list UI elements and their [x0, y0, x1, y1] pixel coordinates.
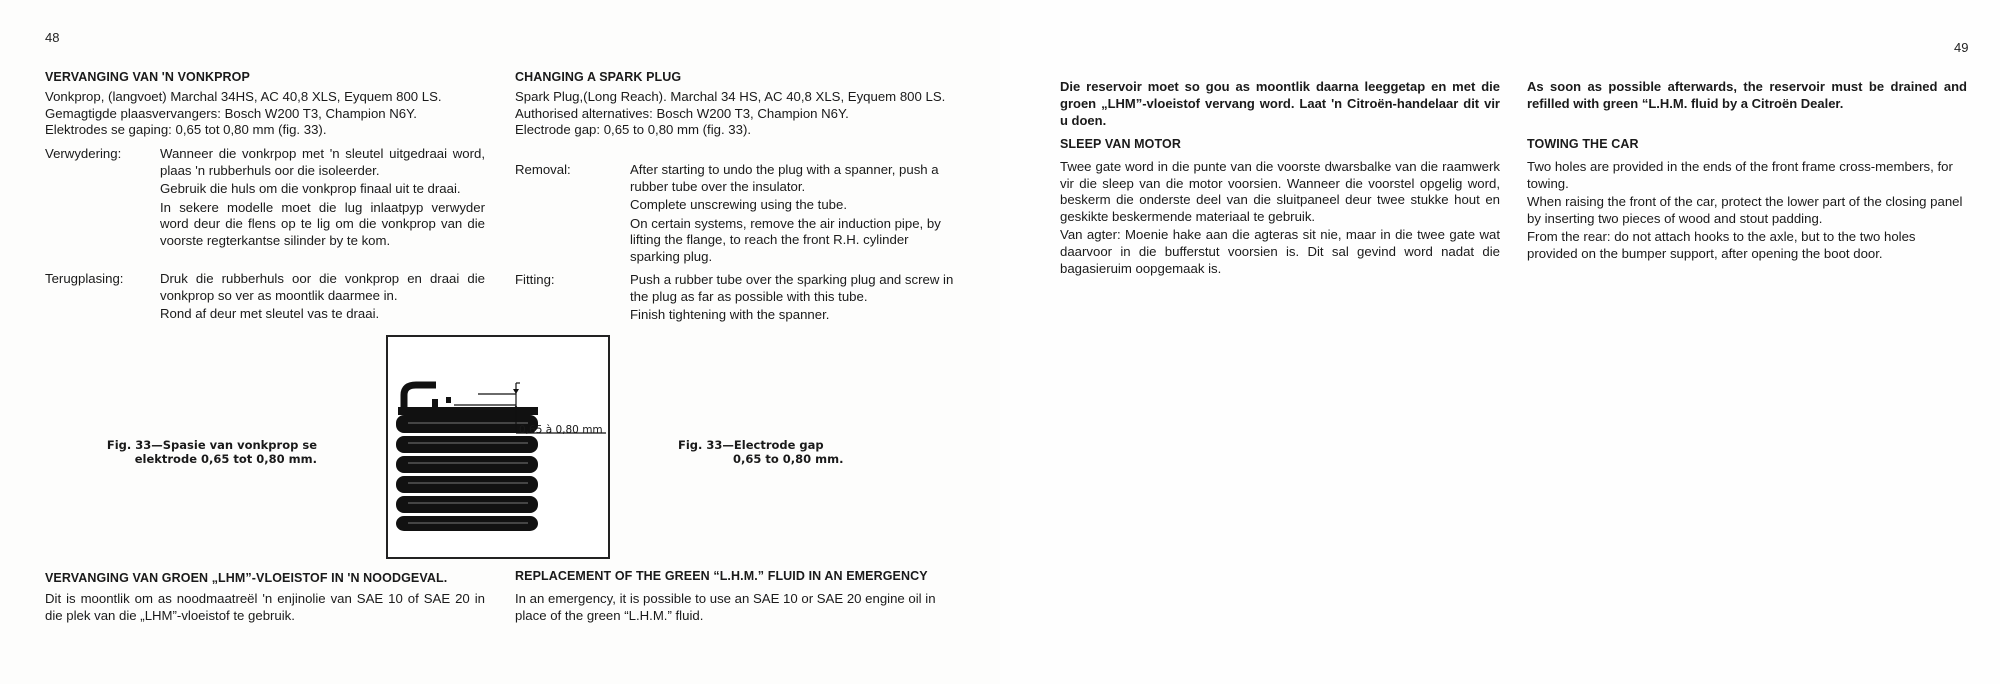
refit-label-af: Terugplasing: — [45, 271, 124, 286]
caption-line: Fig. 33—Electrode gap — [678, 438, 824, 452]
removal-step: Complete unscrewing using the tube. — [630, 197, 847, 213]
page-number-left: 48 — [45, 30, 60, 45]
figure-caption-af — [60, 438, 317, 466]
removal-step: Wanneer die vonkrpop met 'n sleutel uitgedraai word, plaas 'n rubberhuls oor die isoleerder. — [160, 146, 485, 178]
removal-step: Gebruik die huls om die vonkprop finaal uit te draai. — [160, 181, 461, 197]
refit-step: Druk die rubberhuls oor die vonkprop en draai die vonkprop so ver as moontlik daarmee in. — [160, 271, 485, 303]
lhm-text-en: In an emergency, it is possible to use an SAE 10 or SAE 20 engine oil in place of the green “L.H.M.” fluid. — [515, 591, 936, 623]
fitting-step: Finish tightening with the spanner. — [630, 307, 830, 323]
towing-paragraph: When raising the front of the car, protect the lower part of the closing panel by inserting two pieces of wood and stout padding. — [1527, 194, 1963, 226]
towing-heading-en: TOWING THE CAR — [1527, 137, 1639, 151]
towing-paragraph: Twee gate word in die punte van die voorste dwarsbalke van die raamwerk vir die sleep van die motor voorsien. Wanneer die voorstel opgelig word, beskerm die onderste deel van die sluitpaneel deur twee stukke hout en geskikte beskermende materiaal te gebruik. — [1060, 159, 1500, 224]
removal-text-en — [630, 162, 960, 268]
towing-text-af — [1060, 159, 1500, 279]
lhm-heading-en: REPLACEMENT OF THE GREEN “L.H.M.” FLUID IN AN EMERGENCY — [515, 569, 928, 583]
removal-text-af — [160, 146, 485, 252]
figure-caption-en — [678, 438, 858, 466]
fitting-label-en: Fitting: — [515, 272, 555, 287]
towing-paragraph: Van agter: Moenie hake aan die agteras sit nie, maar in die twee gate wat daarvoor in die bufferstut voorsien is. Dit sal gevind word nadat die bagasieruim oopgemaak is. — [1060, 227, 1500, 276]
removal-step: On certain systems, remove the air induction pipe, by lifting the flange, to reach the front R.H. cylinder sparking plug. — [630, 215, 941, 264]
removal-step: In sekere modelle moet die lug inlaatpyp verwyder word deur die flens op te lig om die vonkprop van die voorste regterkantse silinder by te kom. — [160, 199, 485, 248]
towing-heading-af: SLEEP VAN MOTOR — [1060, 137, 1181, 151]
electrode-gap-label: 0,65 à 0,80 mm — [519, 424, 603, 436]
intro-line: Vonkprop, (langvoet) Marchal 34HS, AC 40,8 XLS, Eyquem 800 LS. — [45, 89, 442, 104]
spark-plug-heading-af: VERVANGING VAN 'N VONKPROP — [45, 70, 250, 84]
removal-step: After starting to undo the plug with a spanner, push a rubber tube over the insulator. — [630, 162, 939, 194]
caption-line: 0,65 to 0,80 mm. — [733, 452, 844, 466]
spark-plug-intro-af — [45, 89, 490, 139]
page-number-right: 49 — [1954, 40, 1969, 55]
figure-33-spark-plug — [386, 335, 610, 559]
spark-plug-illustration — [388, 337, 608, 557]
towing-paragraph: Two holes are provided in the ends of the front frame cross-members, for towing. — [1527, 159, 1953, 191]
removal-label-af: Verwydering: — [45, 146, 122, 161]
intro-line: Spark Plug,(Long Reach). Marchal 34 HS, AC 40,8 XLS, Eyquem 800 LS. Authorised alternatives: Bosch W200 T3, Champion N6Y. — [515, 89, 946, 121]
caption-line: Fig. 33—Spasie van vonkprop se — [106, 438, 317, 452]
intro-line: Elektrodes se gaping: 0,65 tot 0,80 mm (fig. 33). — [45, 122, 327, 138]
reservoir-text-af: Die reservoir moet so gou as moontlik daarna leeggetap en met die groen „LHM”-vloeistof vervang word. Laat 'n Citroën-handelaar dit vir u doen. — [1060, 79, 1500, 128]
intro-line: Electrode gap: 0,65 to 0,80 mm (fig. 33). — [515, 122, 752, 138]
fitting-step: Push a rubber tube over the sparking plug and screw in the plug as far as possible with this tube. — [630, 272, 954, 304]
spark-plug-heading-en: CHANGING A SPARK PLUG — [515, 70, 682, 84]
lhm-heading-af: VERVANGING VAN GROEN „LHM”-VLOEISTOF IN 'N NOODGEVAL. — [45, 571, 448, 585]
intro-line: Gemagtigde plaasvervangers: Bosch W200 T3, Champion N6Y. — [45, 105, 417, 121]
removal-label-en: Removal: — [515, 162, 571, 177]
refit-text-af — [160, 271, 485, 325]
fitting-text-en — [630, 272, 960, 326]
caption-line: elektrode 0,65 tot 0,80 mm. — [134, 452, 317, 466]
lhm-text-af: Dit is moontlik om as noodmaatreël 'n enjinolie van SAE 10 of SAE 20 in die plek van die „LHM”-vloeistof te gebruik. — [45, 591, 485, 623]
right-page — [1000, 0, 2000, 684]
spark-plug-intro-en — [515, 89, 960, 139]
towing-text-en — [1527, 159, 1967, 265]
reservoir-text-en: As soon as possible afterwards, the reservoir must be drained and refilled with green “L.H.M. fluid by a Citroën Dealer. — [1527, 79, 1967, 111]
refit-step: Rond af deur met sleutel vas te draai. — [160, 306, 380, 322]
towing-paragraph: From the rear: do not attach hooks to the axle, but to the two holes provided on the bumper support, after opening the boot door. — [1527, 229, 1916, 261]
